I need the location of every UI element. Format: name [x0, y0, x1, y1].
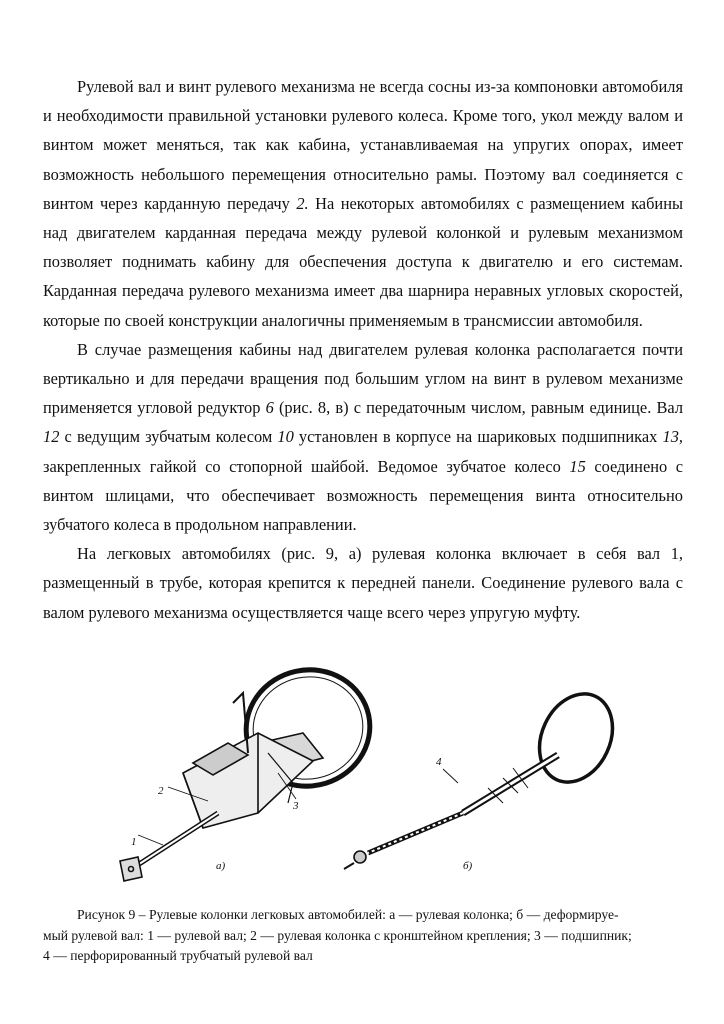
paragraph-2-text-d: установлен в корпусе на шариковых подшипниках	[293, 427, 663, 447]
caption-line-3: 4 — перфорированный трубчатый рулевой вал	[43, 948, 313, 963]
caption-line-2: мый рулевой вал: 1 — рулевой вал; 2 — рулевая колонка с кронштейном крепления; 3 — подшипник;	[43, 927, 632, 943]
label-1: 1	[131, 836, 137, 848]
ref-number: 12	[43, 427, 60, 447]
paragraph-1-text-a: Рулевой вал и винт рулевого механизма не всегда сосны из-за компоновки автомобиля и необходимости правильной установки рулевого колеса. Кроме того, укол между валом и винтом может меняться, так как кабина, устанавливаемая на упругих опорах, имеет возможность небольшого перемещения относительно рамы. Поэтому вал соединяется с винтом через карданную передачу	[43, 77, 683, 213]
deformable-shaft-b-drawing	[344, 682, 626, 869]
paragraph-2-text-e: закрепленных гайкой со стопорной шайбой. Ведомое зубчатое колесо	[43, 456, 570, 476]
figure-steering-columns	[108, 663, 628, 893]
body-text	[43, 72, 683, 627]
paragraph-2-text-c: с ведущим зубчатым колесом	[59, 427, 278, 447]
paragraph-2-text-f: соединено с винтом шлицами, что обеспечивает возможность перемещения винта относительно зубчатого колеса в продольном направлении.	[43, 456, 683, 535]
label-b: б)	[463, 860, 473, 872]
figure-drawing	[108, 663, 628, 893]
label-2: 2	[158, 785, 164, 797]
label-3: 3	[293, 800, 299, 812]
ref-number: 6	[265, 398, 274, 418]
paragraph-1	[43, 72, 683, 335]
paragraph-2-text-a: В случае размещения кабины над двигателем рулевая колонка располагается почти вертикально и для передачи вращения под большим углом на винт в рулевом механизме применяется угловой редуктор	[43, 339, 683, 418]
ref-number: 13,	[662, 427, 683, 447]
ref-number: 2.	[296, 193, 309, 213]
ref-number: 10	[277, 427, 294, 447]
caption-line-1: Рисунок 9 – Рулевые колонки легковых автомобилей: а — рулевая колонка; б — деформируе-	[77, 907, 619, 922]
label-a: а)	[216, 860, 226, 872]
ref-number: 15	[569, 456, 586, 476]
label-4: 4	[436, 756, 442, 768]
figure-caption	[43, 905, 683, 967]
steering-column-a-drawing	[120, 663, 381, 881]
paragraph-2-text-b: (рис. 8, в) с передаточным числом, равным единице. Вал	[273, 398, 684, 418]
paragraph-1-text-b: На некоторых автомобилях с размещением кабины над двигателем карданная передача между рулевой колонкой и рулевым механизмом позволяет поднимать кабину для обеспечения доступа к двигателю и его системам. Карданная передача рулевого механизма имеет два шарнира неравных угловых скоростей, которые по своей конструкции аналогичны применяемым в трансмиссии автомобиля.	[43, 193, 683, 330]
paragraph-2	[43, 335, 683, 539]
paragraph-3: На легковых автомобилях (рис. 9, а) рулевая колонка включает в себя вал 1, размещенный в трубе, которая крепится к передней панели. Соединение рулевого вала с валом рулевого механизма осуществляется чаще всего через упругую муфту.	[43, 544, 683, 622]
